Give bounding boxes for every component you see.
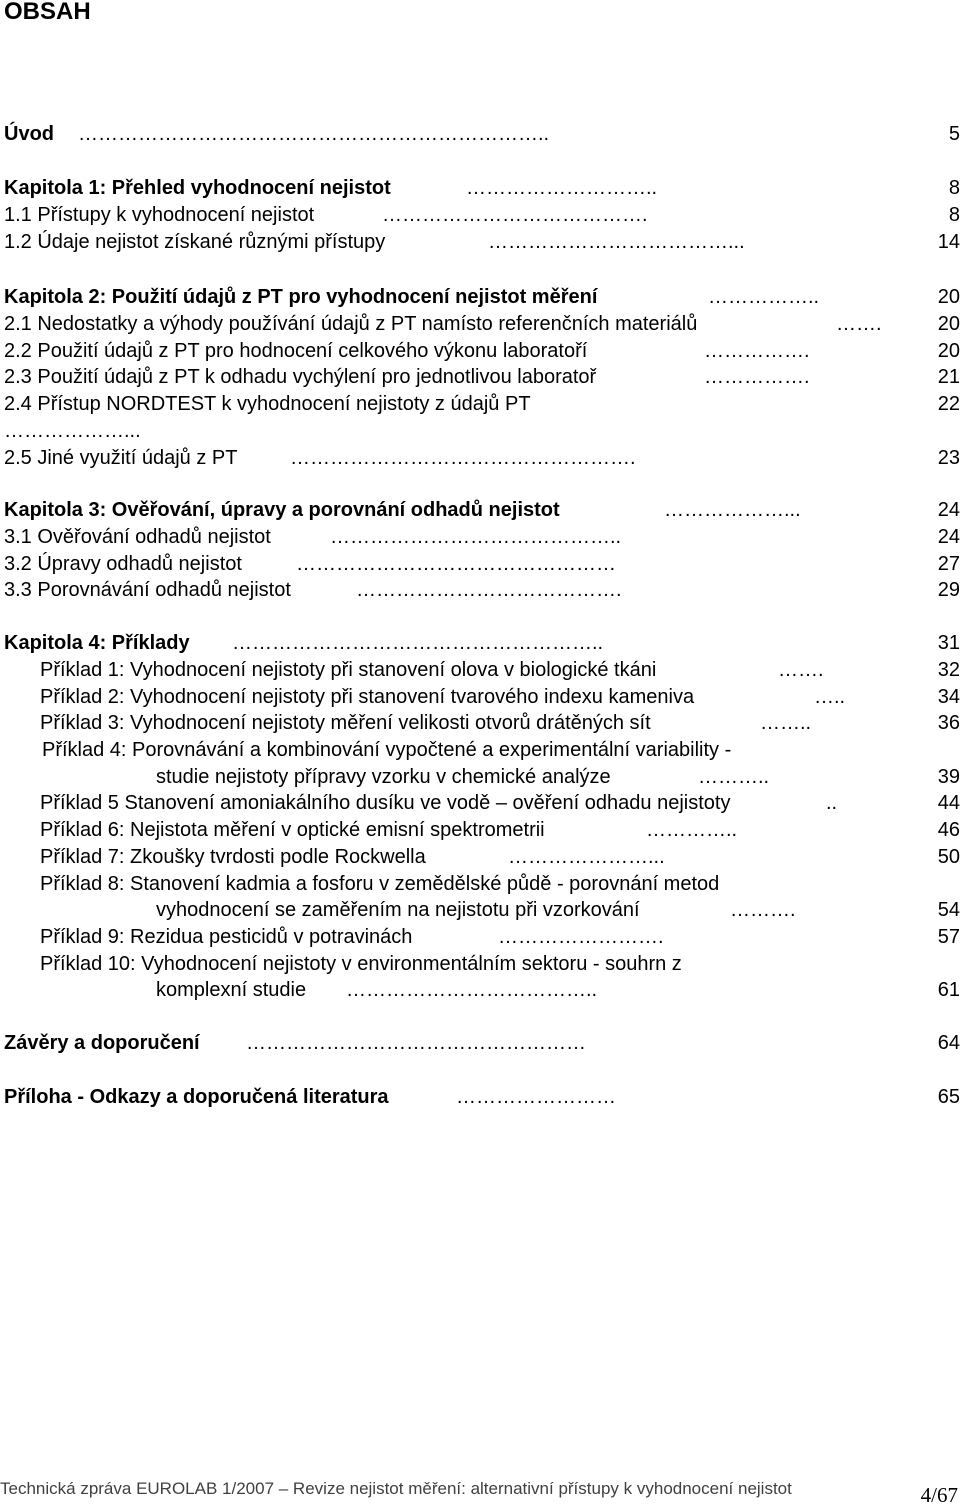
toc-entry-example-7[interactable]: [0, 844, 960, 871]
toc-entry-2-4-continued: [0, 418, 960, 445]
toc-entry-example-3[interactable]: [0, 710, 960, 737]
toc-page-number: 34: [937, 686, 960, 708]
toc-entry-3-2[interactable]: [0, 551, 960, 578]
toc-leader: …………….: [704, 366, 810, 388]
toc-leader: ………………………………….: [382, 204, 648, 226]
toc-entry-conclusions[interactable]: [0, 1030, 960, 1057]
toc-leader: ……..: [760, 712, 812, 734]
toc-label: Kapitola 2: Použití údajů z PT pro vyhodnocení nejistot měření: [4, 286, 598, 308]
toc-page-number: 32: [937, 659, 960, 681]
toc-entry-3-3[interactable]: [0, 577, 960, 604]
toc-leader: …………………………………………….: [290, 447, 636, 469]
toc-page-number: 44: [937, 792, 960, 814]
toc-page-number: 8: [948, 204, 960, 226]
toc-entry-chapter-3[interactable]: [0, 497, 960, 524]
toc-leader: …….: [836, 313, 882, 335]
toc-entry-2-5[interactable]: [0, 445, 960, 472]
toc-leader: ……………………………………..: [330, 526, 622, 548]
toc-entry-example-4-continued[interactable]: [0, 764, 960, 791]
toc-entry-example-4[interactable]: [0, 737, 960, 764]
toc-entry-appendix[interactable]: [0, 1084, 960, 1111]
toc-label: Úvod: [4, 123, 54, 145]
toc-label: komplexní studie: [156, 979, 307, 1001]
toc-label: Kapitola 1: Přehled vyhodnocení nejistot: [4, 177, 391, 199]
toc-leader: ………………………………..: [346, 979, 598, 1001]
page-number: 4/67: [920, 1483, 958, 1507]
toc-page-number: 36: [937, 712, 960, 734]
toc-page-number: 22: [937, 393, 960, 415]
toc-label: 1.1 Přístupy k vyhodnocení nejistot: [4, 204, 315, 226]
toc-leader: ……………..: [708, 286, 820, 308]
toc-label: studie nejistoty přípravy vzorku v chemické analýze: [156, 766, 611, 788]
toc-leader: …………….: [704, 340, 810, 362]
toc-entry-1-2[interactable]: [0, 229, 960, 256]
toc-label: Příklad 8: Stanovení kadmia a fosforu v zemědělské půdě - porovnání metod: [40, 873, 720, 895]
toc-label: 1.2 Údaje nejistot získané různými přístupy: [4, 231, 386, 253]
toc-entry-example-10[interactable]: [0, 951, 960, 978]
toc-label: Kapitola 4: Příklady: [4, 632, 190, 654]
toc-leader: ………………………………………………..: [232, 632, 604, 654]
toc-entry-example-6[interactable]: [0, 817, 960, 844]
toc-label: Příklad 4: Porovnávání a kombinování vypočtené a experimentální variability -: [42, 739, 732, 761]
toc-page-number: 23: [937, 447, 960, 469]
toc-leader: …………………….: [498, 926, 664, 948]
toc-entry-example-5[interactable]: [0, 790, 960, 817]
toc-leader: ………………...: [4, 420, 141, 442]
toc-entry-example-9[interactable]: [0, 924, 960, 951]
toc-entry-3-1[interactable]: [0, 524, 960, 551]
toc-label: Příklad 3: Vyhodnocení nejistoty měření velikosti otvorů drátěných sít: [40, 712, 651, 734]
toc-label: Závěry a doporučení: [4, 1032, 200, 1054]
toc-page-number: 46: [937, 819, 960, 841]
toc-page-number: 21: [937, 366, 960, 388]
toc-page-number: 8: [948, 177, 960, 199]
toc-page-number: 14: [937, 231, 960, 253]
toc-label: Příklad 10: Vyhodnocení nejistoty v environmentálním sektoru - souhrn z: [40, 953, 682, 975]
toc-leader: ……………………………………………………………..: [78, 123, 550, 145]
toc-label: Příklad 9: Rezidua pesticidů v potravinách: [40, 926, 413, 948]
toc-label: 3.1 Ověřování odhadů nejistot: [4, 526, 271, 548]
toc-label: 2.1 Nedostatky a výhody používání údajů z PT namísto referenčních materiálů: [4, 313, 698, 335]
toc-leader: ………………...: [664, 499, 801, 521]
toc-leader: …………………………………………: [296, 553, 616, 575]
toc-entry-example-8[interactable]: [0, 871, 960, 898]
toc-entry-2-3[interactable]: [0, 364, 960, 391]
toc-entry-2-2[interactable]: [0, 338, 960, 365]
toc-label: Příklad 7: Zkoušky tvrdosti podle Rockwella: [40, 846, 426, 868]
toc-leader: …..: [814, 686, 846, 708]
toc-leader: …………………...: [508, 846, 665, 868]
toc-leader: ……………………: [456, 1086, 616, 1108]
toc-page-number: 31: [937, 632, 960, 654]
toc-page-number: 64: [937, 1032, 960, 1054]
toc-page-number: 20: [937, 340, 960, 362]
toc-leader: ………………………………….: [356, 579, 622, 601]
toc-page-number: 24: [937, 526, 960, 548]
page-footer: Technická zpráva EUROLAB 1/2007 – Revize nejistot měření: alternativní přístupy k vyhodnocení nejistot: [0, 1479, 792, 1498]
toc-label: 2.3 Použití údajů z PT k odhadu vychýlení pro jednotlivou laboratoř: [4, 366, 597, 388]
toc-label: 2.2 Použití údajů z PT pro hodnocení celkového výkonu laboratoří: [4, 340, 588, 362]
toc-label: Příloha - Odkazy a doporučená literatura: [4, 1086, 389, 1108]
page-heading: OBSAH: [4, 0, 91, 25]
toc-entry-example-10-continued[interactable]: [0, 977, 960, 1004]
toc-label: Příklad 6: Nejistota měření v optické emisní spektrometrii: [40, 819, 545, 841]
toc-entry-2-4[interactable]: [0, 391, 960, 418]
toc-label: Příklad 2: Vyhodnocení nejistoty při stanovení tvarového indexu kameniva: [40, 686, 695, 708]
toc-label: Kapitola 3: Ověřování, úpravy a porovnání odhadů nejistot: [4, 499, 560, 521]
toc-page-number: 54: [937, 899, 960, 921]
toc-leader: ………………………………...: [488, 231, 745, 253]
toc-label: 2.5 Jiné využití údajů z PT: [4, 447, 238, 469]
toc-leader: ………………………..: [466, 177, 658, 199]
toc-page-number: 20: [937, 286, 960, 308]
toc-entry-uvod[interactable]: [0, 121, 960, 148]
toc-label: Příklad 5 Stanovení amoniakálního dusíku ve vodě – ověření odhadu nejistoty: [40, 792, 731, 814]
toc-entry-chapter-2[interactable]: [0, 284, 960, 311]
toc-page-number: 27: [937, 553, 960, 575]
toc-entry-example-1[interactable]: [0, 657, 960, 684]
toc-page-number: 57: [937, 926, 960, 948]
toc-leader: ……….: [730, 899, 796, 921]
toc-page-number: 5: [948, 123, 960, 145]
toc-leader: ………..: [698, 766, 770, 788]
toc-label: Příklad 1: Vyhodnocení nejistoty při stanovení olova v biologické tkáni: [40, 659, 657, 681]
toc-page-number: 29: [937, 579, 960, 601]
toc-entry-2-1[interactable]: [0, 311, 960, 338]
toc-entry-1-1[interactable]: [0, 202, 960, 229]
toc-page-number: 24: [937, 499, 960, 521]
toc-label: 3.2 Úpravy odhadů nejistot: [4, 553, 242, 575]
toc-entry-chapter-4[interactable]: [0, 630, 960, 657]
toc-page-number: 50: [937, 846, 960, 868]
toc-leader: ..: [826, 792, 838, 814]
toc-label: vyhodnocení se zaměřením na nejistotu při vzorkování: [156, 899, 640, 921]
toc-page-number: 65: [937, 1086, 960, 1108]
toc-entry-example-2[interactable]: [0, 684, 960, 711]
toc-entry-chapter-1[interactable]: [0, 175, 960, 202]
toc-page-number: 20: [937, 313, 960, 335]
toc-label: 2.4 Přístup NORDTEST k vyhodnocení nejistoty z údajů PT: [4, 393, 531, 415]
toc-leader: ……………………………………………: [246, 1032, 586, 1054]
toc-entry-example-8-continued[interactable]: [0, 897, 960, 924]
toc-leader: …………..: [646, 819, 738, 841]
toc-page-number: 61: [937, 979, 960, 1001]
toc-page-number: 39: [937, 766, 960, 788]
toc-leader: …….: [778, 659, 824, 681]
toc-label: 3.3 Porovnávání odhadů nejistot: [4, 579, 291, 601]
